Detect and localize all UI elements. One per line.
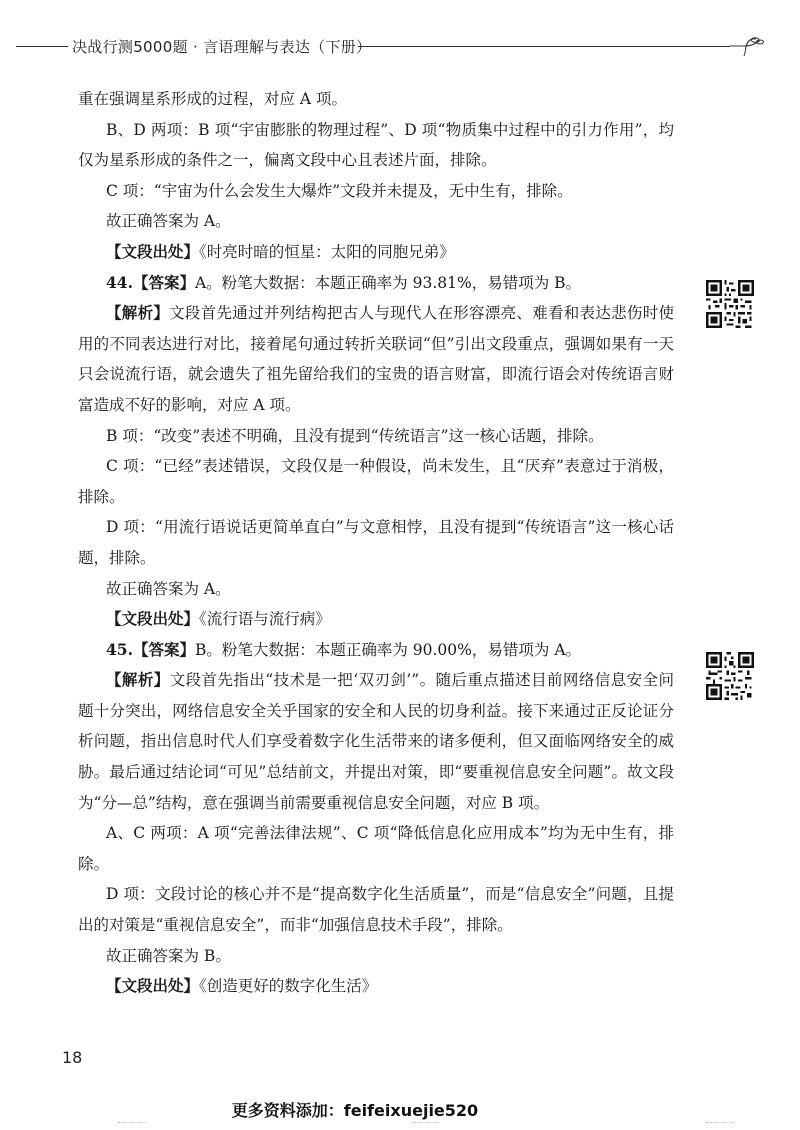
page-number: 18: [62, 1048, 83, 1067]
source-45: 【文段出处】《创造更好的数字化生活》: [106, 976, 378, 996]
page-header: [0, 34, 800, 58]
conclusion-44: 故正确答案为 A。: [106, 579, 231, 598]
option-b-44: B 项：“改变”表述不明确，且没有提到“传统语言”这一核心话题，排除。: [106, 426, 604, 445]
answer-45: 45.【答案】B。粉笔大数据：本题正确率为 90.00%，易错项为 A。: [106, 639, 582, 659]
source-44: 【文段出处】《流行语与流行病》: [106, 609, 331, 629]
qr-code-icon[interactable]: [706, 280, 754, 328]
analysis-45: 【解析】文段首先指出“技术是一把‘双刃剑’”。随后重点描述目前网络信息安全问题十分突出，网络信息安全关乎国家的安全和人民的切身利益。接下来通过正反论证分析问题，指出信息时代人们享受着数字化生活带来的诸多便利，但又面临网络安全的威胁。最后通过结论词“可见”总结前文，并提出对策，即“要重视信息安全问题”。故文段为“分—总”结构，意在强调当前需要重视信息安全问题，对应 B 项。: [78, 670, 674, 812]
footer-note: 更多资料添加：feifeixuejie520: [231, 1101, 479, 1120]
source-43: 【文段出处】《时亮时暗的恒星：太阳的同胞兄弟》: [106, 241, 455, 261]
header-rule-right: [358, 46, 730, 47]
option-d-45: D 项：文段讨论的核心并不是“提高数字化生活质量”，而是“信息安全”问题，且提出的对策是“重视信息安全”，而非“加强信息技术手段”，排除。: [78, 885, 674, 935]
analysis-44: 【解析】文段首先通过并列结构把古人与现代人在形容漂亮、难看和表达悲伤时使用的不同表达进行对比，接着尾句通过转折关联词“但”引出文段重点，强调如果有一天只会说流行语，就会遗失了祖先留给我们的宝贵的语言财富，即流行语会对传统语言财富造成不好的影响，对应 A 项。: [78, 303, 674, 414]
header-title: 决战行测5000题 · 言语理解与表达（下册）: [72, 38, 372, 56]
header-rule-left: [16, 46, 68, 47]
paragraph-1: 重在强调星系形成的过程，对应 A 项。: [78, 90, 348, 108]
option-c-44: C 项：“已经”表述错误，文段仅是一种假设，尚未发生，且“厌弃”表意过于消极，排除。: [78, 457, 674, 506]
paragraph-3: C 项：“宇宙为什么会发生大爆炸”文段并未提及，无中生有，排除。: [106, 181, 573, 200]
scan-mark: [412, 1122, 440, 1126]
paragraph-2: B、D 两项：B 项“宇宙膨胀的物理过程”、D 项“物质集中过程中的引力作用”，均仅为星系形成的条件之一，偏离文段中心且表述片面，排除。: [78, 120, 674, 170]
option-ac-45: A、C 两项：A 项“完善法律法规”、C 项“降低信息化应用成本”均为无中生有，排除。: [78, 824, 674, 873]
option-d-44: D 项：“用流行语说话更简单直白”与文意相悖，且没有提到“传统语言”这一核心话题，排除。: [78, 518, 674, 567]
answer-44: 44.【答案】A。粉笔大数据：本题正确率为 93.81%，易错项为 B。: [106, 272, 582, 292]
scan-mark: [706, 1122, 734, 1126]
paragraph-4: 故正确答案为 A。: [106, 212, 231, 231]
conclusion-45: 故正确答案为 B。: [106, 946, 231, 965]
qr-code-icon[interactable]: [706, 652, 754, 700]
scan-mark: [118, 1122, 146, 1126]
answer-explanations: [78, 84, 674, 1002]
sprout-icon: [728, 34, 764, 58]
